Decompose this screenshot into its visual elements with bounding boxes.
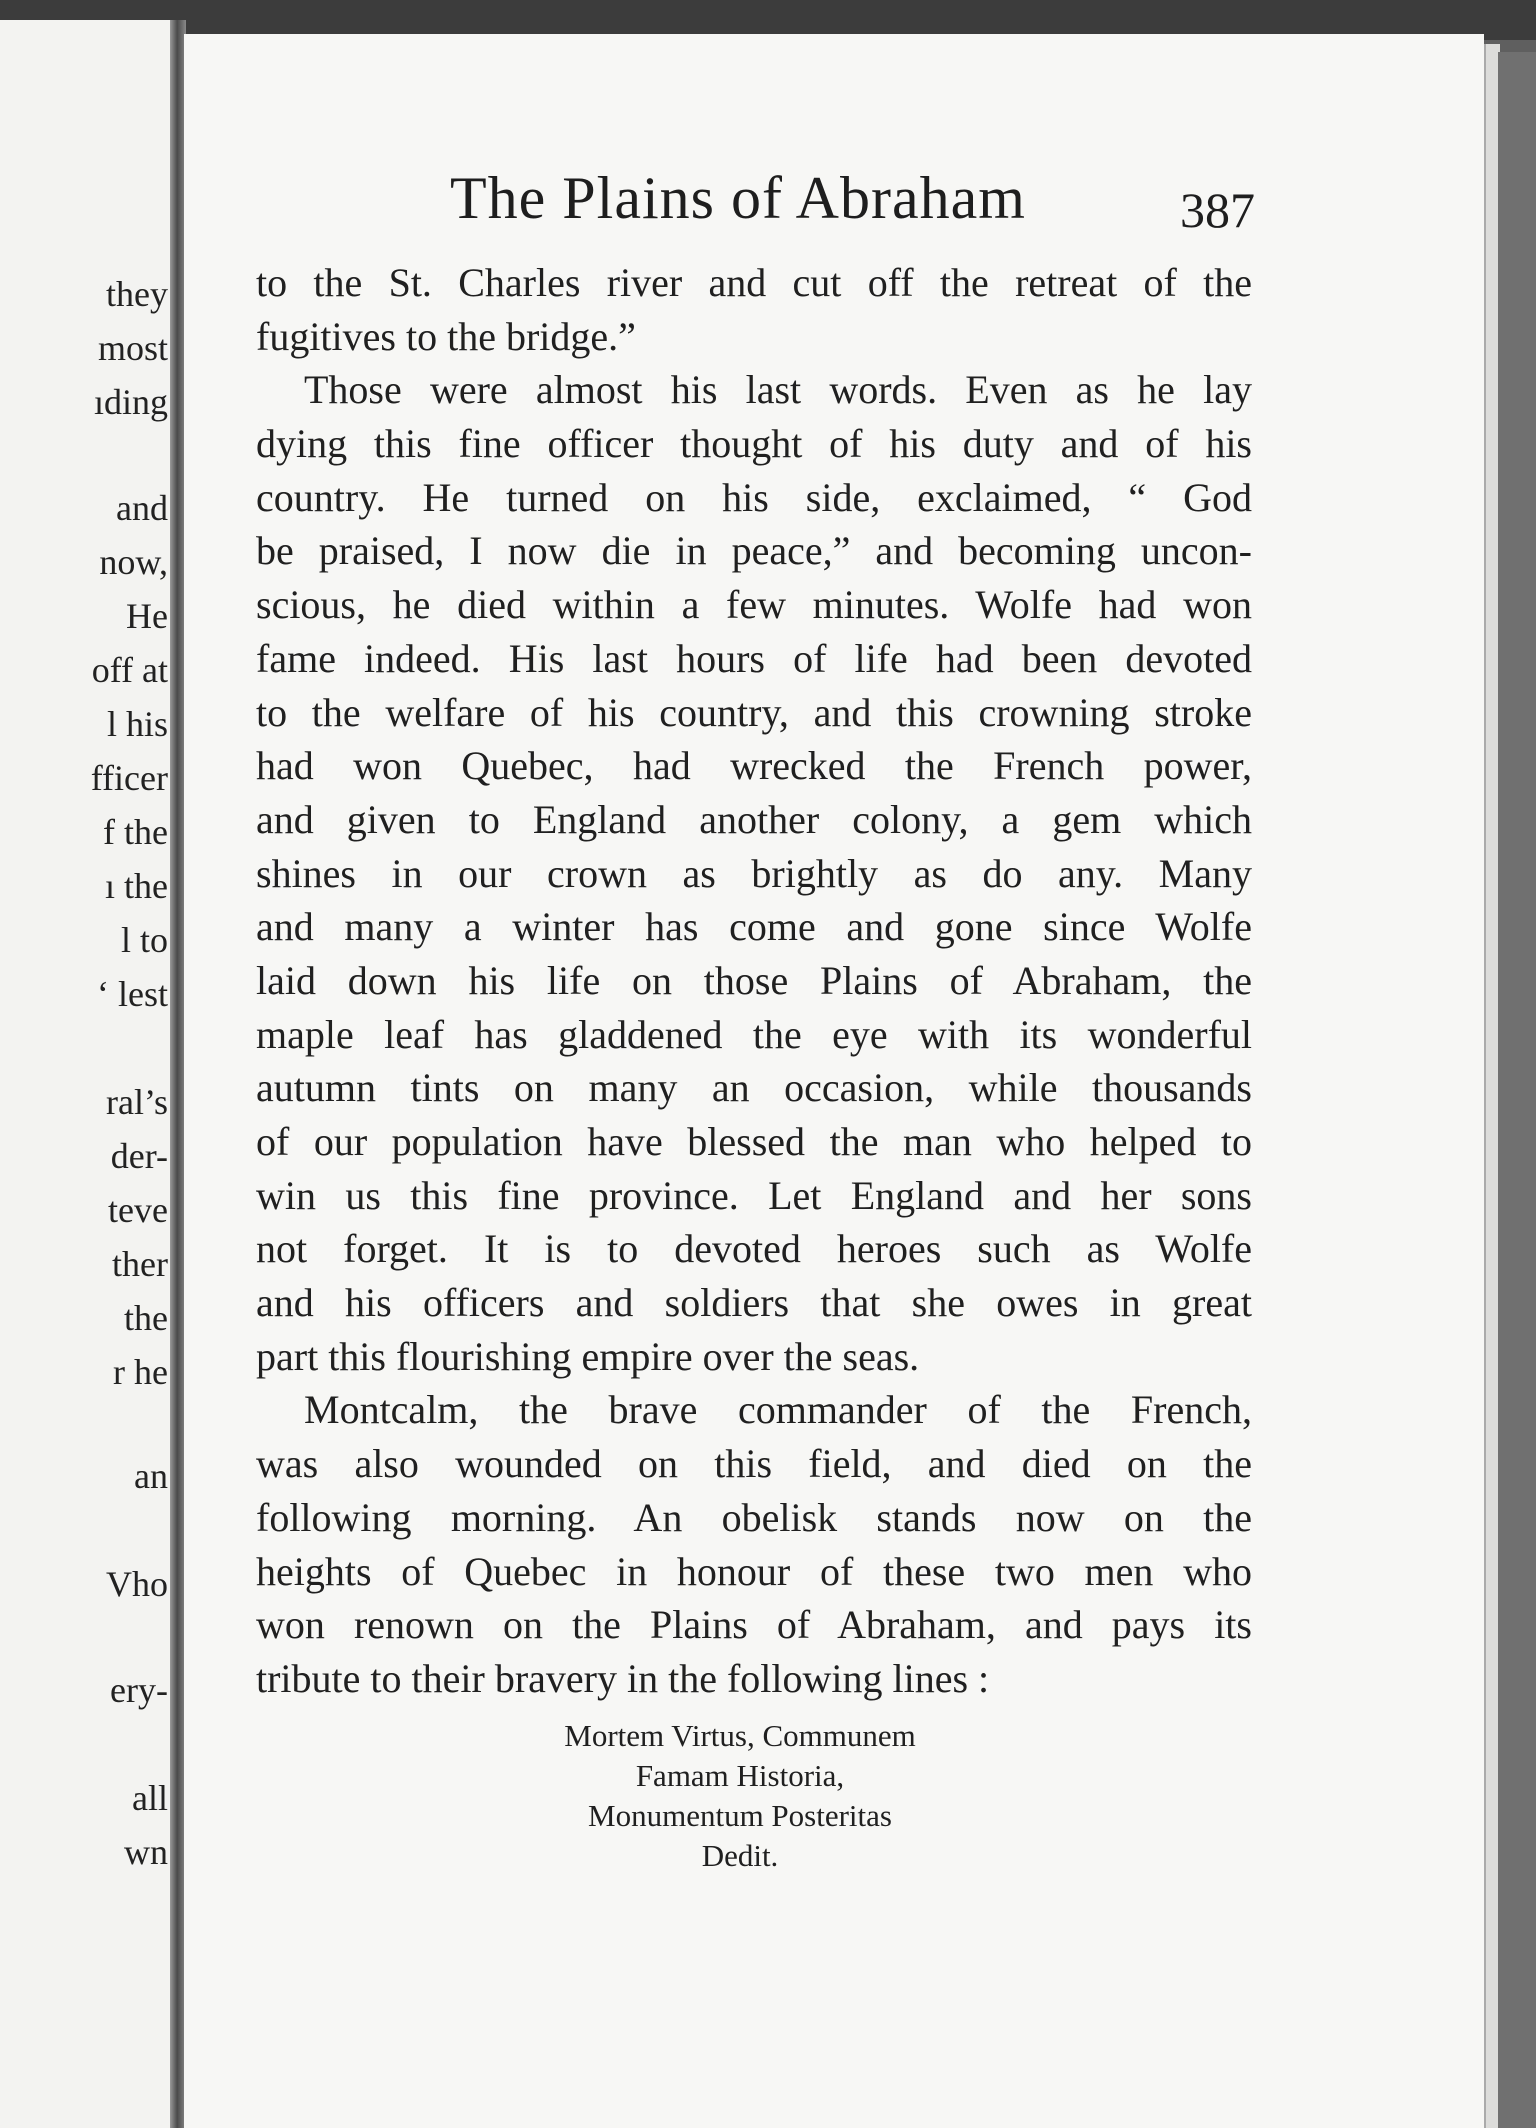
- text-line: to the welfare of his country, and this crowning stroke: [256, 689, 1252, 735]
- text-line: and many a winter has come and gone since Wolfe: [256, 904, 1252, 950]
- body-text: [256, 256, 1252, 1706]
- obelisk-inscription: [420, 1716, 1060, 1876]
- cover-edge: [1498, 52, 1536, 2128]
- left-page-fragment: f the: [103, 812, 168, 852]
- text-line: dying this fine officer thought of his duty and of his: [256, 421, 1252, 467]
- left-page-fragment: ‘ lest: [97, 974, 168, 1014]
- text-line: laid down his life on those Plains of Abraham, the: [256, 957, 1252, 1003]
- inscription-line: Famam Historia,: [635, 1758, 845, 1793]
- page-number: 387: [1180, 182, 1255, 238]
- inscription-line: Monumentum Posteritas: [588, 1798, 892, 1833]
- left-page-fragment: fficer: [90, 758, 168, 798]
- left-page-fragment: teve: [108, 1190, 168, 1230]
- left-page-fragment: ı the: [105, 866, 168, 906]
- left-page-fragment: and: [116, 488, 168, 528]
- left-page-fragment: off at: [91, 650, 168, 690]
- text-line: fugitives to the bridge.”: [256, 313, 636, 359]
- left-page-fragment: ral’s: [106, 1082, 168, 1122]
- left-page-fragment: l to: [120, 920, 168, 960]
- left-page-fragment: r he: [113, 1352, 168, 1392]
- text-line: win us this fine province. Let England and her sons: [256, 1172, 1252, 1218]
- text-line: scious, he died within a few minutes. Wolfe had won: [256, 582, 1252, 628]
- left-page-fragment: He: [126, 596, 168, 636]
- left-page-fragment: they: [106, 274, 168, 314]
- left-page-fragment: Vho: [106, 1564, 168, 1604]
- left-page-fragment: now,: [99, 542, 168, 582]
- left-page-fragment: ıding: [93, 382, 168, 422]
- left-page-fragment: l his: [106, 704, 168, 744]
- left-page-fragment: an: [134, 1456, 168, 1496]
- text-line: part this flourishing empire over the seas.: [256, 1333, 920, 1379]
- left-page-fragment: the: [124, 1298, 168, 1338]
- text-line: maple leaf has gladdened the eye with its wonderful: [256, 1011, 1252, 1057]
- text-line: autumn tints on many an occasion, while thousands: [256, 1065, 1252, 1111]
- text-line: and his officers and soldiers that she owes in great: [256, 1280, 1252, 1326]
- text-line: Those were almost his last words. Even as he lay: [304, 367, 1252, 413]
- left-page-fragment: most: [97, 328, 168, 368]
- text-line: to the St. Charles river and cut off the retreat of the: [256, 260, 1252, 305]
- text-line: was also wounded on this field, and died on the: [256, 1441, 1252, 1487]
- left-page-fragment: wn: [124, 1832, 168, 1872]
- text-line: tribute to their bravery in the following lines :: [256, 1655, 990, 1701]
- text-line: had won Quebec, had wrecked the French power,: [256, 743, 1252, 789]
- text-line: following morning. An obelisk stands now on the: [256, 1494, 1252, 1540]
- left-page-fragment: all: [132, 1778, 168, 1818]
- previous-page: [0, 20, 178, 2128]
- text-line: of our population have blessed the man who helped to: [256, 1119, 1252, 1164]
- text-line: country. He turned on his side, exclaimed, “ God: [256, 474, 1252, 520]
- text-line: fame indeed. His last hours of life had been devoted: [256, 635, 1252, 681]
- text-line: be praised, I now die in peace,” and becoming uncon-: [256, 528, 1252, 574]
- left-page-fragment: der-: [110, 1136, 168, 1176]
- text-line: won renown on the Plains of Abraham, and pays its: [256, 1602, 1252, 1648]
- text-line: not forget. It is to devoted heroes such as Wolfe: [256, 1226, 1252, 1272]
- left-page-fragment: ery-: [110, 1670, 168, 1710]
- inscription-line: Dedit.: [701, 1838, 779, 1873]
- running-head-title: The Plains of Abraham: [450, 165, 1026, 231]
- text-line: heights of Quebec in honour of these two men who: [256, 1548, 1252, 1594]
- text-line: Montcalm, the brave commander of the French,: [304, 1387, 1252, 1433]
- text-line: and given to England another colony, a gem which: [256, 796, 1252, 842]
- inscription-line: Mortem Virtus, Communem: [564, 1718, 916, 1753]
- text-line: shines in our crown as brightly as do any. Many: [256, 850, 1252, 896]
- left-page-fragment: ther: [112, 1244, 168, 1284]
